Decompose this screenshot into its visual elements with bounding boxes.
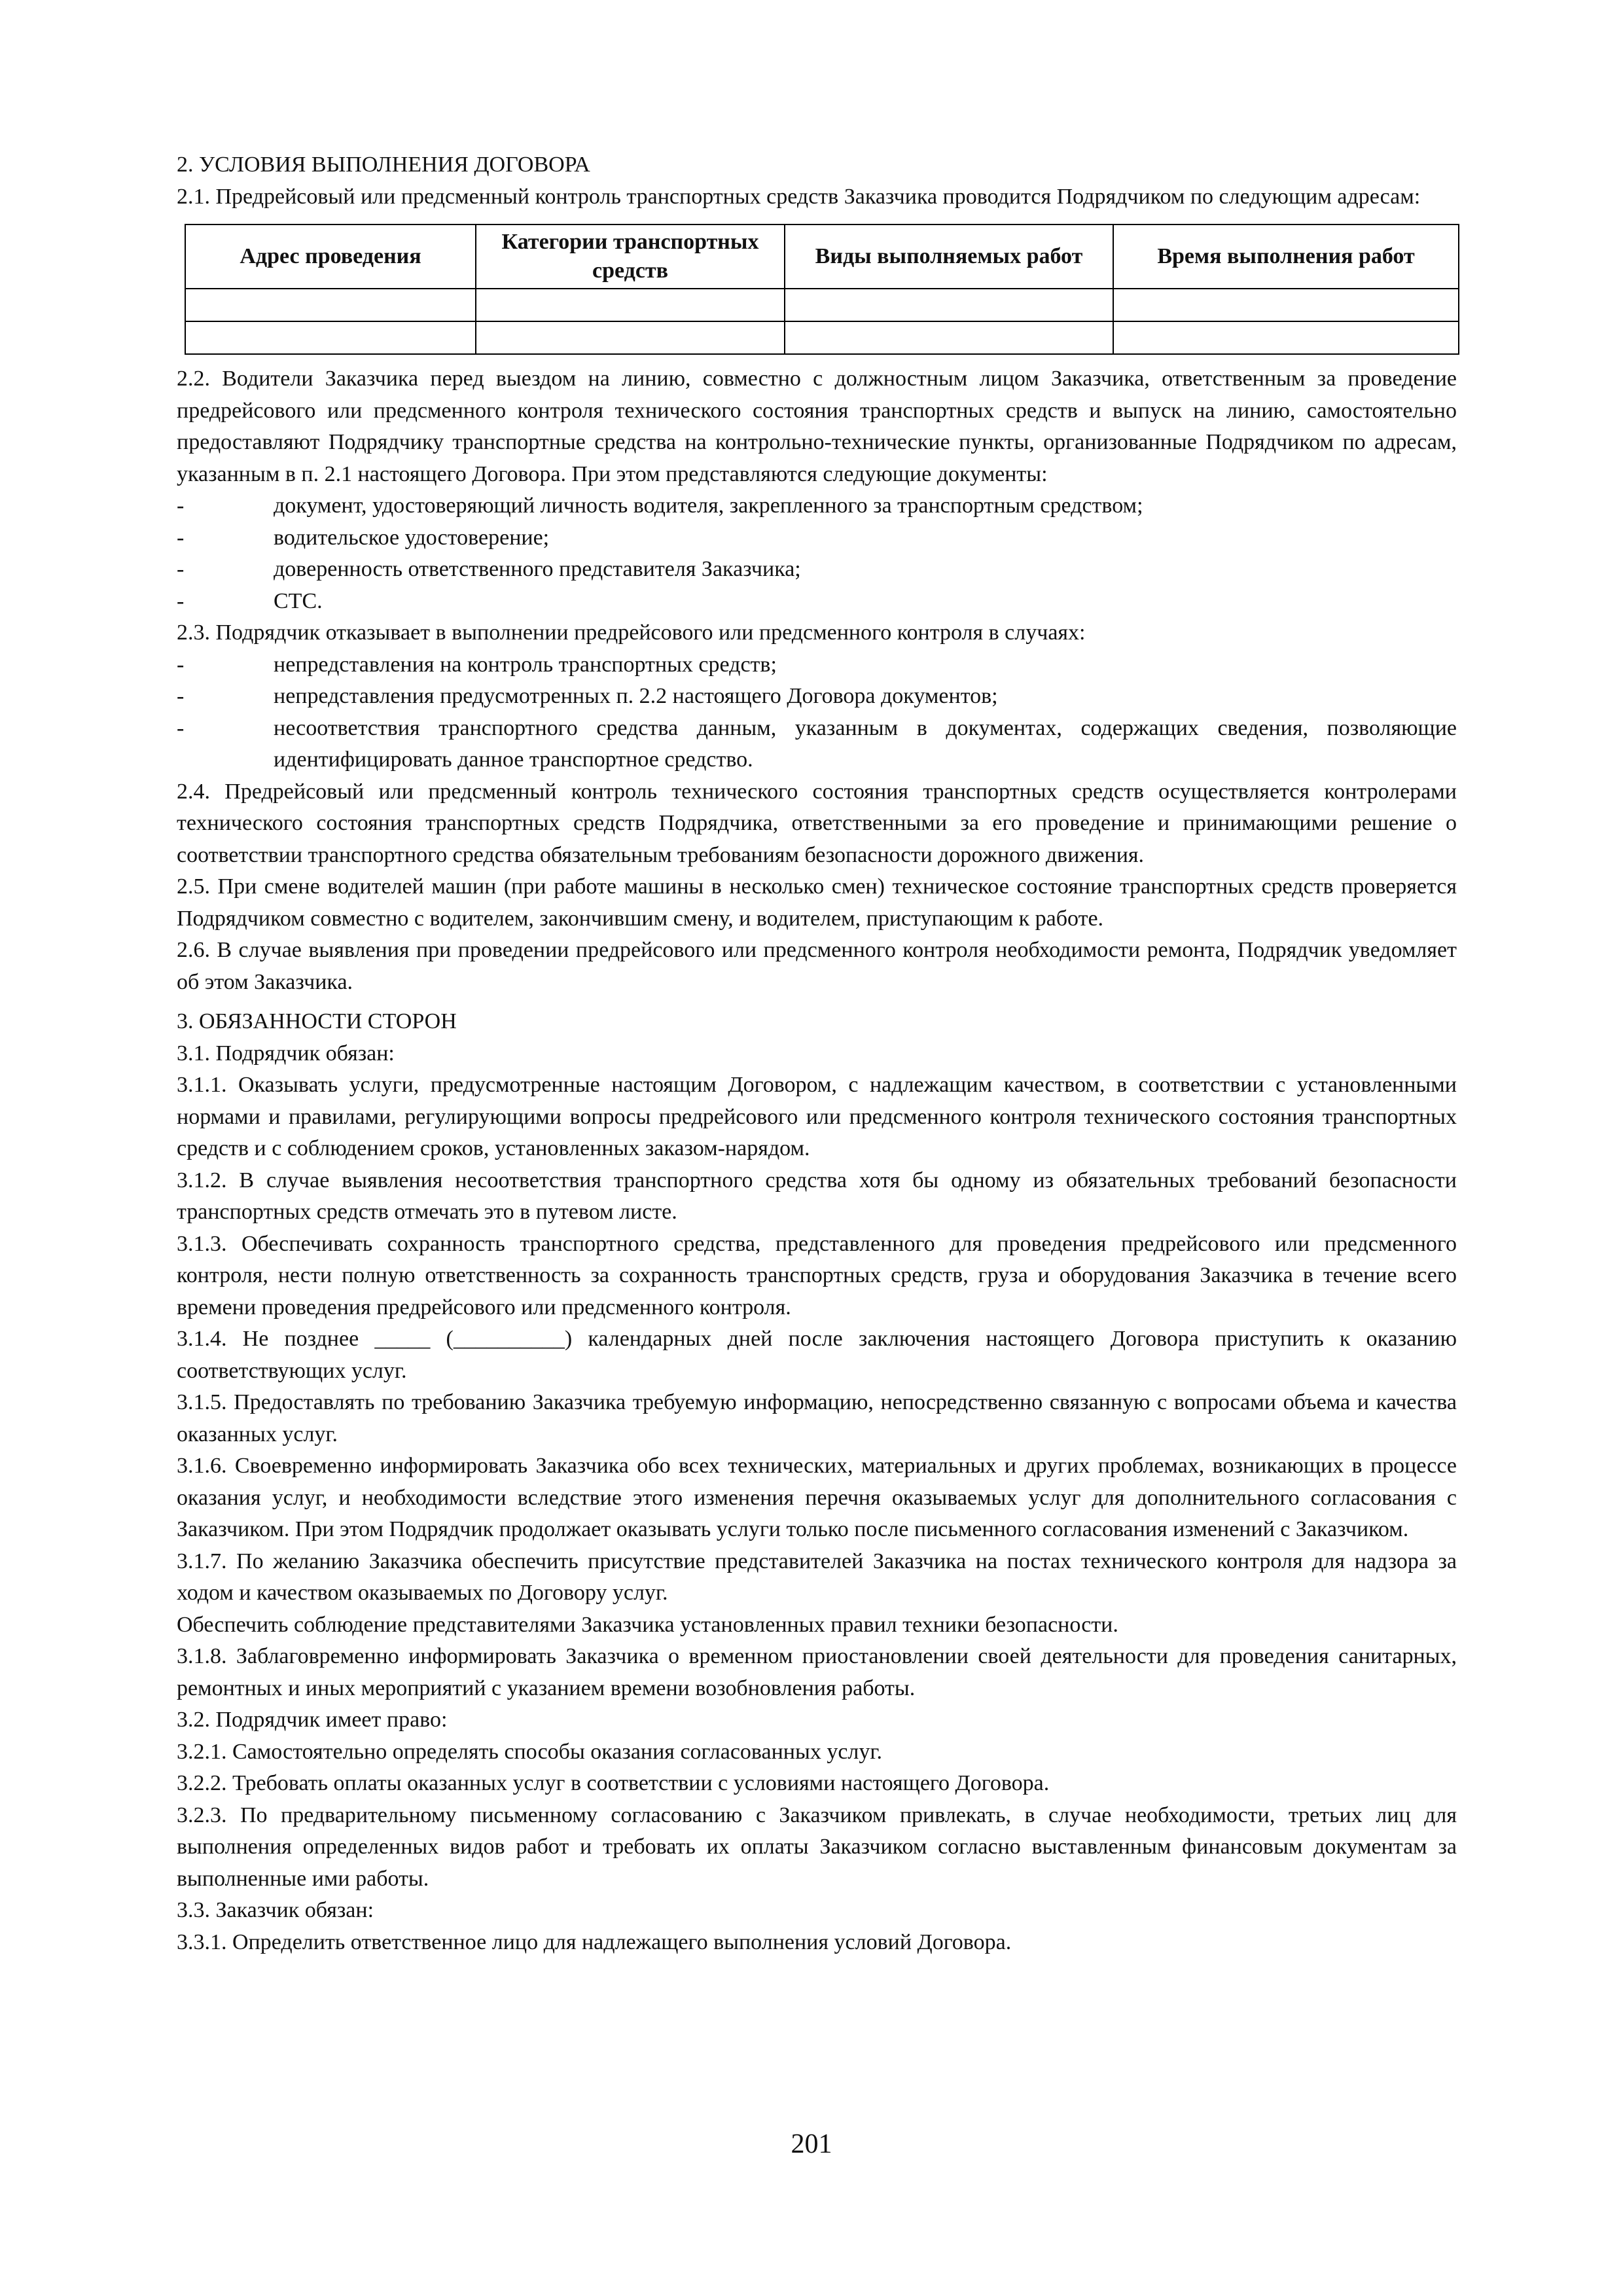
clause-3-2-3: 3.2.3. По предварительному письменному согласованию с Заказчиком привлекать, в случае необходимости, третьих лиц для выполнения определенных видов работ и требовать их оплаты Заказчиком согласно выставленным финансовым документам за выполненные ими работы.	[177, 1803, 1457, 1891]
list-item-text: непредставления на контроль транспортных средств;	[274, 652, 777, 677]
clause-3-1-4: 3.1.4. Не позднее _____ (__________) календарных дней после заключения настоящего Договора приступить к оказанию соответствующих услуг.	[177, 1327, 1457, 1383]
table-cell	[1113, 289, 1459, 321]
table-cell	[1113, 321, 1459, 354]
list-dash: -	[177, 715, 185, 740]
clause-3-1-3: 3.1.3. Обеспечивать сохранность транспортного средства, представленного для проведения предрейсового или предсменного контроля, нести полную ответственность за сохранность транспортных средств, груза и оборудования Заказчика в течение всего времени проведения предрейсового или предсменного контроля.	[177, 1231, 1457, 1319]
list-item-text: несоответствия транспортного средства данным, указанным в документах, содержащих сведения, позволяющие идентифицировать данное транспортное средство.	[274, 715, 1457, 772]
list-item	[177, 649, 1457, 681]
table-cell	[185, 289, 476, 321]
clause-2-4: 2.4. Предрейсовый или предсменный контроль технического состояния транспортных средств осуществляется контролерами технического состояния транспортных средств Подрядчика, ответственными за его проведение и принимающими решение о соответствии транспортного средства обязательным требованиям безопасности дорожного движения.	[177, 779, 1457, 867]
list-item-text: СТС.	[274, 588, 323, 613]
clause-3-2-1: 3.2.1. Самостоятельно определять способы оказания согласованных услуг.	[177, 1739, 883, 1764]
table-cell	[785, 289, 1113, 321]
table-cell	[476, 289, 785, 321]
list-item	[177, 713, 1457, 776]
list-item	[177, 586, 1457, 618]
clause-3-3: 3.3. Заказчик обязан:	[177, 1898, 374, 1922]
table-cell	[476, 321, 785, 354]
document-page	[177, 149, 1457, 1958]
list-dash: -	[177, 684, 185, 708]
section-3-title: 3. ОБЯЗАННОСТИ СТОРОН	[177, 1009, 457, 1033]
clause-2-1: 2.1. Предрейсовый или предсменный контроль транспортных средств Заказчика проводится Подрядчиком по следующим адресам:	[177, 184, 1421, 209]
table-cell	[785, 321, 1113, 354]
list-item	[177, 522, 1457, 554]
list-dash: -	[177, 525, 185, 550]
addresses-table	[185, 224, 1459, 355]
clause-3-3-1: 3.3.1. Определить ответственное лицо для надлежащего выполнения условий Договора.	[177, 1929, 1012, 1954]
list-dash: -	[177, 588, 185, 613]
header-address: Адрес проведения	[185, 224, 476, 289]
list-item-text: документ, удостоверяющий личность водителя, закрепленного за транспортным средством;	[274, 493, 1143, 518]
list-dash: -	[177, 493, 185, 518]
list-item-text: доверенность ответственного представителя Заказчика;	[274, 557, 801, 581]
list-dash: -	[177, 557, 185, 581]
clause-2-6: 2.6. В случае выявления при проведении предрейсового или предсменного контроля необходимости ремонта, Подрядчик уведомляет об этом Заказчика.	[177, 938, 1457, 994]
table-cell	[185, 321, 476, 354]
clause-3-1-6: 3.1.6. Своевременно информировать Заказчика обо всех технических, материальных и других проблемах, возникающих в процессе оказания услуг, и необходимости вследствие этого изменения перечня оказываемых услуг для дополнительного согласования с Заказчиком. При этом Подрядчик продолжает оказывать услуги только после письменного согласования изменений с Заказчиком.	[177, 1454, 1457, 1541]
clause-2-5: 2.5. При смене водителей машин (при работе машины в несколько смен) техническое состояние транспортных средств проверяется Подрядчиком совместно с водителем, закончившим смену, и водителем, приступающим к работе.	[177, 874, 1457, 931]
list-item-text: непредставления предусмотренных п. 2.2 настоящего Договора документов;	[274, 684, 998, 708]
clause-3-1-1: 3.1.1. Оказывать услуги, предусмотренные настоящим Договором, с надлежащим качеством, в соответствии с установленными нормами и правилами, регулирующими вопросы предрейсового или предсменного контроля технического состояния транспортных средств и с соблюдением сроков, установленных заказом-нарядом.	[177, 1073, 1457, 1160]
list-item	[177, 490, 1457, 522]
clause-2-2: 2.2. Водители Заказчика перед выездом на линию, совместно с должностным лицом Заказчика, ответственным за проведение предрейсового или предсменного контроля технического состояния транспортных средств и выпуск на линию, самостоятельно предоставляют Подрядчику транспортные средства на контрольно-технические пункты, организованные Подрядчиком по адресам, указанным в п. 2.1 настоящего Договора. При этом представляются следующие документы:	[177, 367, 1457, 486]
header-vehicle-categories: Категории транспортных средств	[476, 224, 785, 289]
list-item	[177, 554, 1457, 586]
clause-3-2: 3.2. Подрядчик имеет право:	[177, 1708, 448, 1732]
table-row	[185, 289, 1459, 321]
clause-3-1-7: 3.1.7. По желанию Заказчика обеспечить присутствие представителей Заказчика на постах технического контроля для надзора за ходом и качеством оказываемых по Договору услуг.	[177, 1549, 1457, 1605]
clause-3-1: 3.1. Подрядчик обязан:	[177, 1041, 395, 1066]
page-number: 201	[791, 2129, 832, 2159]
clause-3-2-2: 3.2.2. Требовать оплаты оказанных услуг в соответствии с условиями настоящего Договора.	[177, 1771, 1050, 1795]
header-work-time: Время выполнения работ	[1113, 224, 1459, 289]
clause-3-1-5: 3.1.5. Предоставлять по требованию Заказчика требуемую информацию, непосредственно связанную с вопросами объема и качества оказанных услуг.	[177, 1390, 1457, 1446]
list-dash: -	[177, 652, 185, 677]
clause-3-1-8: 3.1.8. Заблаговременно информировать Заказчика о временном приостановлении своей деятельности для проведения санитарных, ремонтных и иных мероприятий с указанием времени возобновления работы.	[177, 1644, 1457, 1700]
list-item-text: водительское удостоверение;	[274, 525, 550, 550]
clause-2-3: 2.3. Подрядчик отказывает в выполнении предрейсового или предсменного контроля в случаях:	[177, 620, 1086, 645]
clause-3-1-7-safety: Обеспечить соблюдение представителями Заказчика установленных правил техники безопасности.	[177, 1612, 1118, 1637]
table-row	[185, 321, 1459, 354]
clause-3-1-2: 3.1.2. В случае выявления несоответствия транспортного средства хотя бы одному из обязательных требований безопасности транспортных средств отмечать это в путевом листе.	[177, 1168, 1457, 1224]
header-work-types: Виды выполняемых работ	[785, 224, 1113, 289]
list-item	[177, 681, 1457, 713]
table-header-row	[185, 224, 1459, 289]
section-2-title: 2. УСЛОВИЯ ВЫПОЛНЕНИЯ ДОГОВОРА	[177, 152, 590, 177]
